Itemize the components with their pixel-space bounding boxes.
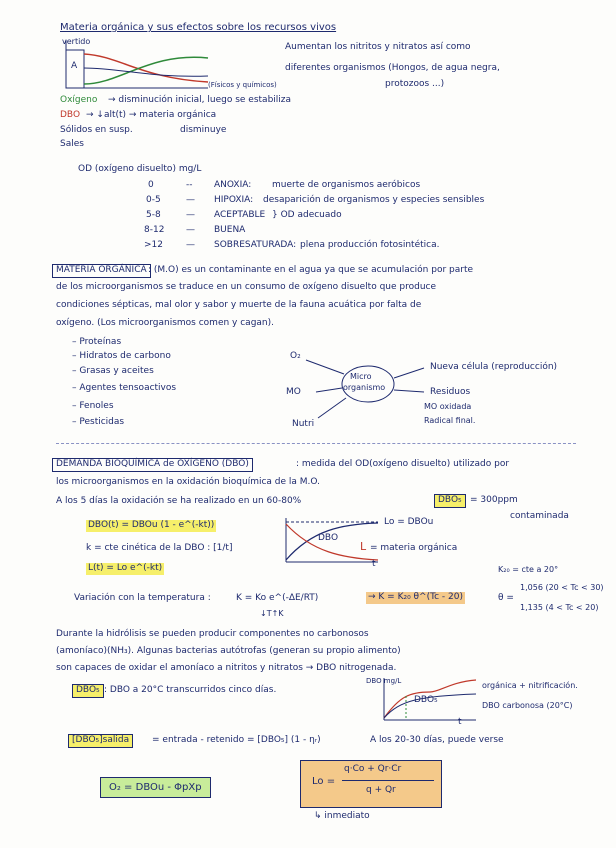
- od-state-1: HIPOXIA:: [214, 195, 254, 205]
- od-heading: OD (oxígeno disuelto) mg/L: [78, 164, 202, 174]
- dbo5-definition: : DBO a 20°C transcurridos cinco días.: [104, 685, 277, 695]
- formula-lo-lhs: Lo =: [312, 776, 336, 787]
- effect-dbo-label: DBO: [60, 110, 81, 120]
- od-desc-1: desaparición de organismos y especies sensibles: [263, 195, 485, 205]
- od-state-2: ACEPTABLE: [214, 210, 266, 220]
- od-range-3: 8-12: [144, 225, 165, 235]
- theta-2: 1,135 (4 < Tc < 20): [520, 603, 599, 612]
- od-dash-0: --: [186, 180, 193, 190]
- mo-list-item: – Fenoles: [72, 401, 114, 411]
- effect-solids-label: Sólidos en susp.: [60, 125, 133, 135]
- mo-text-4: oxígeno. (Los microorganismos comen y cagan).: [56, 318, 274, 328]
- mo-diagram-out-2: Residuos: [430, 387, 471, 397]
- temp-formula-1: K = Ko e^(-ΔE/RT): [236, 593, 319, 603]
- graph2-nitrification: orgánica + nitrificación.: [482, 681, 578, 690]
- dbo-line-5days: A los 5 días la oxidación se ha realizado en un 60-80%: [56, 496, 302, 506]
- od-dash-3: —: [186, 225, 195, 235]
- od-range-2: 5-8: [146, 210, 161, 220]
- theta-label: θ =: [498, 593, 514, 603]
- formula-l-t: L(t) = Lo e^(-kt): [88, 563, 163, 573]
- dbo-def-2: los microorganismos en la oxidación bioquímica de la M.O.: [56, 477, 320, 487]
- mo-list-item: – Proteínas: [72, 337, 122, 347]
- effect-oxygen-desc: → disminución inicial, luego se estabiliza: [108, 95, 292, 105]
- formula-lo-den: q + Qr: [366, 785, 396, 795]
- mo-diagram-out-1: Nueva célula (reproducción): [430, 362, 558, 372]
- effect-solids-desc: disminuye: [180, 125, 227, 135]
- od-desc-4: plena producción fotosintética.: [300, 240, 440, 250]
- k20-note: K₂₀ = cte a 20°: [498, 565, 559, 574]
- graph2-ylabel: DBO mg/L: [366, 677, 402, 685]
- hydro-1: Durante la hidrólisis se pueden producir componentes no carbonosos: [56, 629, 369, 639]
- mo-text-1: : (M.O) es un contaminante en el agua ya que se acumulación por parte: [148, 265, 474, 275]
- od-desc-0: muerte de organismos aeróbicos: [272, 180, 421, 190]
- graph-dbo: DBO: [318, 533, 339, 543]
- dbo-heading: DEMANDA BIOQUÍMICA de OXÍGENO (DBO): [52, 458, 253, 472]
- dbo5-salida-formula: = entrada - retenido = [DBO₅] (1 - ηᵣ): [152, 735, 321, 745]
- intro-text-3: protozoos ...): [385, 79, 445, 89]
- days-note: A los 20-30 días, puede verse: [370, 735, 504, 745]
- effect-oxygen-label: Oxígeno: [60, 95, 98, 105]
- graph2-carbonaceous: DBO carbonosa (20°C): [482, 701, 573, 710]
- od-range-1: 0-5: [146, 195, 161, 205]
- k-note: k = cte cinética de la DBO : [1/t]: [86, 543, 233, 553]
- mo-text-2: de los microorganismos se traduce en un consumo de oxígeno disuelto que produce: [56, 282, 437, 292]
- temp-formula-2: → K = K₂₀ θ^(Tc - 20): [368, 592, 463, 602]
- od-dash-2: —: [186, 210, 195, 220]
- fraction-bar: [342, 780, 434, 781]
- graph2-dbo5: DBO₅: [414, 695, 438, 705]
- dbo5-salida: [DBO₅]salida: [68, 734, 133, 748]
- graph-l-desc: = materia orgánica: [370, 543, 458, 553]
- dbo-def-1: : medida del OD(oxígeno disuelto) utilizado por: [296, 459, 510, 469]
- od-range-4: >12: [144, 240, 163, 250]
- mo-list-item: – Grasas y aceites: [72, 366, 154, 376]
- inmediato-label: ↳ inmediato: [314, 811, 370, 821]
- hydro-3: son capaces de oxidar el amoníaco a nitritos y nitratos → DBO nitrogenada.: [56, 663, 397, 673]
- mo-list-item: – Agentes tensoactivos: [72, 383, 177, 393]
- formula-o2: O₂ = DBOu - ΦpXp: [100, 777, 211, 798]
- mo-diagram-o2: O₂: [290, 351, 301, 361]
- intro-graph-zone: A: [71, 61, 78, 71]
- od-desc-2: } OD adecuado: [272, 210, 342, 220]
- dbo5-badge: DBO₅: [434, 494, 466, 508]
- od-dash-1: —: [186, 195, 195, 205]
- section-divider: [56, 443, 576, 444]
- od-state-3: BUENA: [214, 225, 246, 235]
- intro-text-2: diferentes organismos (Hongos, de agua negra,: [285, 63, 500, 73]
- page-title: Materia orgánica y sus efectos sobre los recursos vivos: [60, 22, 337, 33]
- intro-text-1: Aumentan los nitritos y nitratos así como: [285, 42, 471, 52]
- effect-dbo-desc: → ↓alt(t) → materia orgánica: [86, 110, 217, 120]
- od-state-4: SOBRESATURADA:: [214, 240, 297, 250]
- effect-salts-label: Sales: [60, 139, 84, 149]
- mo-diagram-center-2: organismo: [343, 383, 386, 392]
- od-range-0: 0: [148, 180, 154, 190]
- mo-diagram-mo: MO: [286, 387, 301, 397]
- temp-label: Variación con la temperatura :: [74, 593, 211, 603]
- mo-list-item: – Hidratos de carbono: [72, 351, 171, 361]
- dbo5-def-badge: DBO₅: [72, 684, 104, 698]
- graph-lo: Lo = DBOu: [384, 517, 434, 527]
- temp-arrows: ↓T↑K: [260, 609, 284, 618]
- dbo-contaminada: contaminada: [510, 511, 569, 521]
- mo-heading: MATERIA ORGÁNICA: [52, 264, 151, 278]
- hydro-2: (amoníaco)(NH₃). Algunas bacterias autótrofas (generan su propio alimento): [56, 646, 401, 656]
- dbo-ppm: = 300ppm: [470, 495, 518, 505]
- intro-graph-note: (Físicos y químicos): [208, 81, 277, 89]
- mo-text-3: condiciones sépticas, mal olor y sabor y muerte de la fauna acuática por falta de: [56, 300, 422, 310]
- graph-t: t: [372, 559, 376, 569]
- mo-list-item: – Pesticidas: [72, 417, 125, 427]
- formula-dbo-t: DBO(t) = DBOu (1 - e^(-kt)): [88, 520, 215, 530]
- mo-diagram-out-3: MO oxidada: [424, 402, 472, 411]
- theta-1: 1,056 (20 < Tc < 30): [520, 583, 604, 592]
- mo-diagram-out-4: Radical final.: [424, 416, 476, 425]
- od-state-0: ANOXIA:: [214, 180, 252, 190]
- mo-diagram-nutri: Nutri: [292, 419, 315, 429]
- graph-l: L: [360, 540, 367, 553]
- graph2-t: t: [458, 717, 462, 727]
- od-dash-4: —: [186, 240, 195, 250]
- intro-graph-ylabel: vertido: [62, 37, 91, 46]
- formula-lo-num: q·Co + Qr·Cr: [344, 764, 402, 774]
- mo-diagram-center-1: Micro: [350, 372, 372, 381]
